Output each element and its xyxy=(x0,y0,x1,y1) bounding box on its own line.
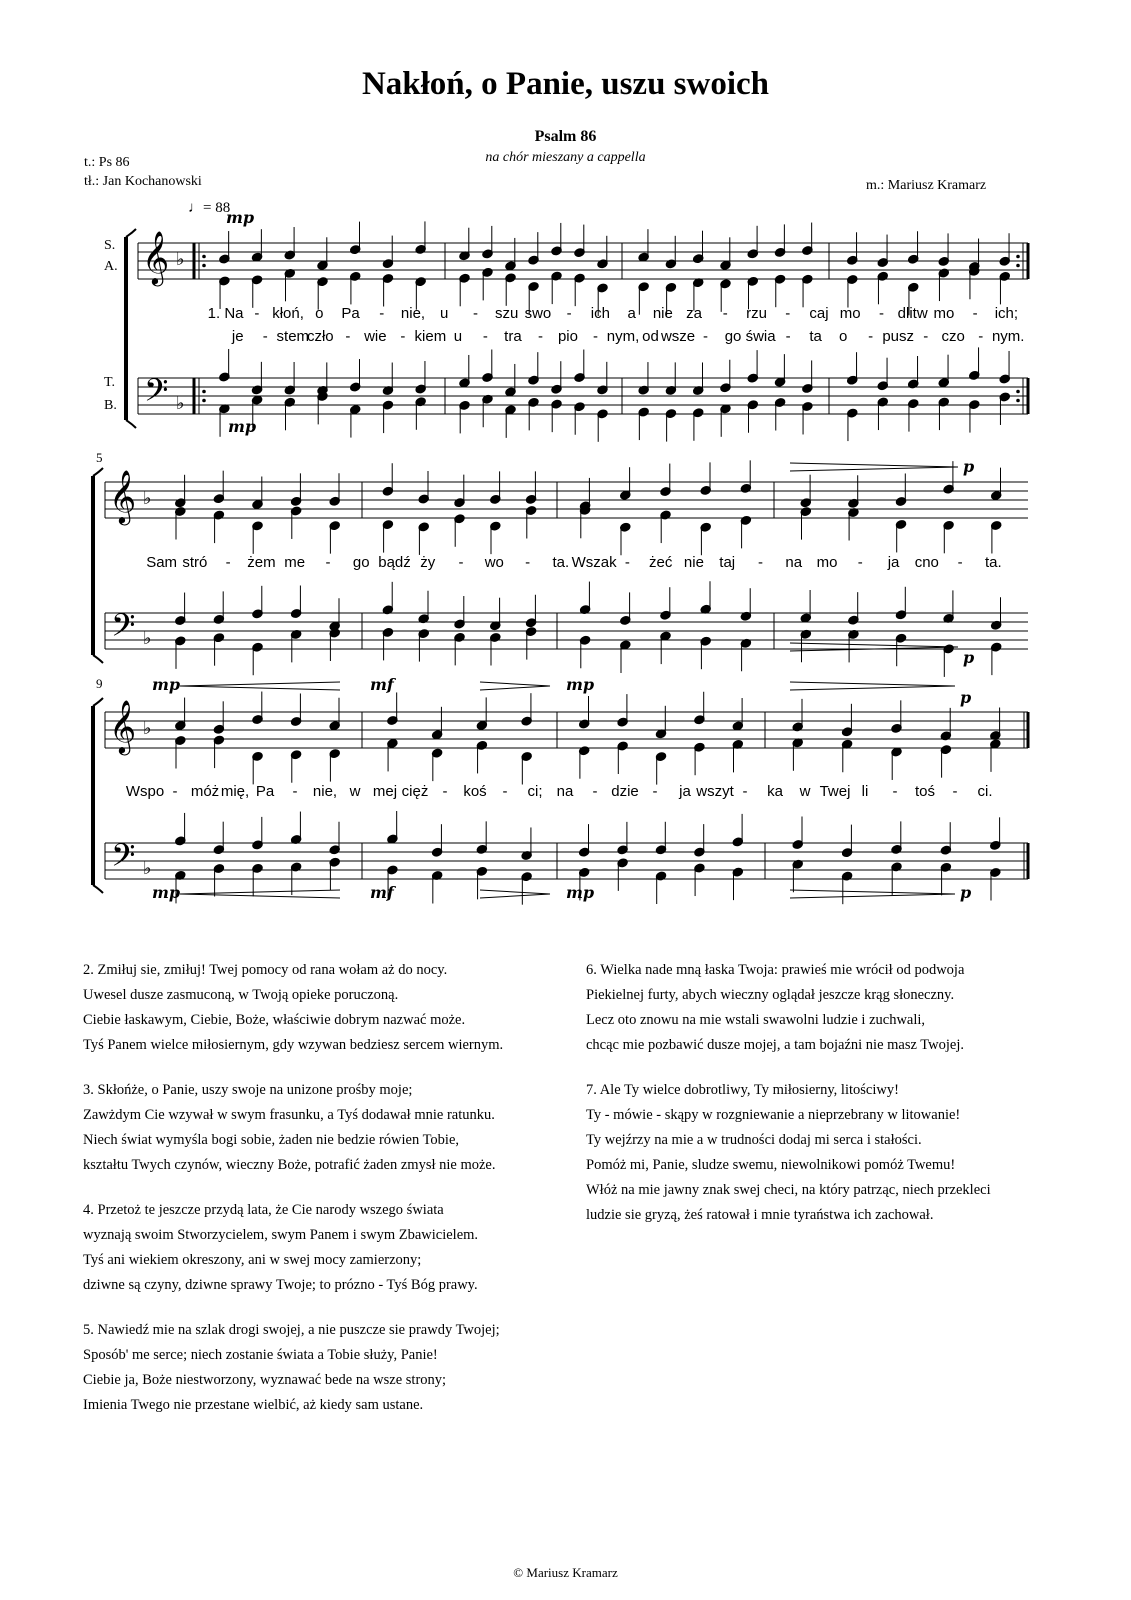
dynamic-mf: mf xyxy=(370,675,394,694)
lyric-verse2-syllable: czo xyxy=(941,328,965,345)
crescendo-hairpin xyxy=(180,890,340,894)
lyric-syllable: Sam xyxy=(146,554,178,571)
bracket-hook xyxy=(93,468,103,476)
lyric-syllable: - xyxy=(458,554,464,571)
lyric-syllable: ja xyxy=(887,554,900,571)
setting-line: na chór mieszany a cappella xyxy=(485,150,646,165)
lyric-verse2-syllable: u xyxy=(453,328,463,345)
bracket-hook xyxy=(93,885,103,893)
lyric-syllable: - xyxy=(952,783,958,800)
lyric-syllable: - xyxy=(757,554,763,571)
lyric-verse2-syllable: stem xyxy=(276,328,310,345)
lyric-verse1-syllable: a xyxy=(627,305,636,322)
lyric-verse1-syllable: o xyxy=(315,305,324,322)
quarter-note-icon: ♩ xyxy=(188,200,203,216)
verses-left-column xyxy=(83,958,503,1438)
key-signature-flat-icon: ♭ xyxy=(143,488,152,509)
lyric-verse2-syllable: świa xyxy=(745,328,776,345)
lyric-syllable: - xyxy=(325,554,331,571)
key-signature-flat-icon: ♭ xyxy=(176,249,185,270)
text-source: t.: Ps 86 xyxy=(84,155,130,170)
decrescendo-hairpin xyxy=(480,890,550,894)
dynamic-mf: mf xyxy=(370,883,394,902)
crescendo-hairpin xyxy=(180,686,340,690)
key-signature-flat-icon: ♭ xyxy=(143,628,152,649)
verse-line: Włóż na mie jawny znak swej checi, na który patrząc, niech przekleci xyxy=(586,1182,991,1198)
lyric-syllable: koś xyxy=(463,783,487,800)
verse-line: Ty - mówie - skąpy w rozgniewanie a nieprzebrany w litowanie! xyxy=(586,1107,961,1123)
verse-line: Ciebie ja, Boże niestworzony, wyznawać bede na wsze strony; xyxy=(83,1372,447,1388)
lyric-syllable: na xyxy=(556,783,574,800)
lyric-verse2-syllable: - xyxy=(703,328,709,345)
lyric-verse2-syllable: - xyxy=(785,328,791,345)
lyric-verse1-syllable: - xyxy=(722,305,728,322)
lyric-verse1-syllable: za xyxy=(686,305,702,322)
verse-line: 3. Skłońże, o Panie, uszy swoje na unizone prośby moje; xyxy=(83,1082,413,1098)
decrescendo-hairpin xyxy=(790,467,958,471)
lyric-verse1-syllable: mo xyxy=(933,305,955,322)
lyric-verse1-syllable: caj xyxy=(809,305,829,322)
lyric-verse1-syllable: dlitw xyxy=(897,305,928,322)
verse-line: 2. Zmiłuj sie, zmiłuj! Twej pomocy od rana wołam aż do nocy. xyxy=(83,962,448,978)
verse-line: Piekielnej furty, abych wieczny oglądał jeszcze krąg słoneczny. xyxy=(586,987,955,1003)
lyric-verse1-syllable: nie, xyxy=(400,305,426,322)
lyric-verse2-syllable: go xyxy=(724,328,742,345)
lyric-syllable: wo xyxy=(484,554,504,571)
bracket-hook xyxy=(126,229,136,237)
voice-label-soprano: S. xyxy=(104,238,116,253)
lyric-syllable: ja xyxy=(679,783,691,800)
verse-line: wyznają swoim Stworzycielem, swym Panem i swym Zbawicielem. xyxy=(83,1227,479,1243)
repeat-dot xyxy=(202,399,206,403)
lyric-verse2-syllable: - xyxy=(868,328,874,345)
lyric-syllable: ży xyxy=(420,554,436,571)
lyric-syllable: - xyxy=(652,783,658,800)
treble-clef-icon: 𝄞 xyxy=(142,230,170,284)
decrescendo-hairpin xyxy=(790,894,955,898)
treble-clef-icon: 𝄞 xyxy=(109,469,137,523)
verse-line: kształtu Twych czynów, wieczny Boże, potrafić żaden zmysł nie może. xyxy=(83,1157,496,1173)
lyric-syllable: Wspo xyxy=(125,783,165,800)
verse-stanza xyxy=(83,958,503,1058)
lyric-verse2-syllable: - xyxy=(400,328,406,345)
lyric-syllable: nie, xyxy=(312,783,338,800)
bracket-hook xyxy=(126,420,136,428)
verse-line: 6. Wielka nade mną łaska Twoja: prawieś mie wrócił od podwoja xyxy=(586,962,965,978)
bass-clef-icon: 𝄢 xyxy=(111,837,136,881)
decrescendo-hairpin xyxy=(480,682,550,686)
tempo-value: = 88 xyxy=(203,200,231,216)
lyric-syllable: żem xyxy=(247,554,276,571)
bass-clef-icon: 𝄢 xyxy=(144,372,169,416)
lyric-verse2-syllable: wsze xyxy=(660,328,696,345)
dynamic-mp: mp xyxy=(228,417,257,436)
verse-line: 4. Przetoż te jeszcze przydą lata, że Cie narody wszego świata xyxy=(83,1202,444,1218)
copyright-footer: © Mariusz Kramarz xyxy=(513,1565,618,1580)
lyric-syllable: wszyt xyxy=(696,783,734,800)
lyric-verse1-syllable: - xyxy=(785,305,791,322)
lyric-verse1-syllable: kłoń, xyxy=(272,305,304,322)
lyric-syllable: w xyxy=(349,783,361,800)
lyric-syllable: Pa xyxy=(255,783,275,800)
lyric-verse2-syllable: pio xyxy=(557,328,578,345)
lyric-syllable: mej xyxy=(372,783,398,800)
decrescendo-hairpin xyxy=(790,682,955,686)
lyric-syllable: dzie xyxy=(611,783,639,800)
key-signature-flat-icon: ♭ xyxy=(143,858,152,879)
lyric-syllable: Twej xyxy=(819,783,851,800)
lyric-verse1-syllable: ich xyxy=(590,305,610,322)
lyric-verse1-syllable: - xyxy=(472,305,478,322)
lyric-syllable: me xyxy=(284,554,306,571)
verse-line: ludzie sie gryzą, żeś ratował i mnie tyraństwa ich zachował. xyxy=(586,1207,934,1223)
crescendo-hairpin xyxy=(180,682,340,686)
lyric-syllable: móż xyxy=(190,783,220,800)
lyric-verse1-syllable: nie xyxy=(652,305,673,322)
verse-line: Uwesel dusze zasmuconą, w Twoją opieke poruczoną. xyxy=(83,987,399,1003)
dynamic-p: p xyxy=(963,457,975,476)
verse-line: Ciebie łaskawym, Ciebie, Boże, właściwie dobrym nazwać może. xyxy=(83,1012,466,1028)
verse-line: Lecz oto znowu na mie wstali swawolni ludzie i zuchwali, xyxy=(586,1012,926,1028)
page-title: Nakłoń, o Panie, uszu swoich xyxy=(361,66,770,102)
lyric-verse2-syllable: pusz xyxy=(882,328,915,345)
decrescendo-hairpin xyxy=(790,643,958,647)
lyric-syllable: - xyxy=(172,783,178,800)
lyric-syllable: - xyxy=(592,783,598,800)
repeat-dot xyxy=(1016,399,1020,403)
lyric-syllable: ta. xyxy=(552,554,570,571)
lyric-verse2-syllable: je xyxy=(231,328,244,345)
lyric-verse1-syllable: rzu xyxy=(746,305,767,322)
verse-stanza xyxy=(586,1078,991,1228)
lyric-syllable: mię, xyxy=(220,783,250,800)
verse-line: Tyś Panem wielce miłosiernym, gdy wzywan bedziesz sercem wiernym. xyxy=(83,1037,504,1053)
lyric-verse1-syllable: u xyxy=(440,305,449,322)
lyric-syllable: - xyxy=(624,554,630,571)
key-signature-flat-icon: ♭ xyxy=(176,393,185,414)
bracket-hook xyxy=(93,698,103,706)
lyric-syllable: ci. xyxy=(977,783,993,800)
lyric-verse2-syllable: ta xyxy=(809,328,822,345)
dynamic-mp: mp xyxy=(152,675,181,694)
dynamic-mp: mp xyxy=(566,675,595,694)
verse-line: Tyś ani wiekiem okreszony, ani w swej mocy zamierzony; xyxy=(83,1252,422,1268)
lyric-verse1-syllable: - xyxy=(878,305,884,322)
lyric-verse2-syllable: - xyxy=(592,328,598,345)
lyric-verse2-syllable: - xyxy=(923,328,929,345)
lyric-syllable: nie xyxy=(683,554,704,571)
lyric-syllable: - xyxy=(225,554,231,571)
verse-line: Zawżdym Cie wzywał w swym frasunku, a Tyś dodawał mnie ratunku. xyxy=(83,1107,495,1123)
lyric-syllable: w xyxy=(799,783,811,800)
dynamic-mp: mp xyxy=(152,883,181,902)
composer-credit: m.: Mariusz Kramarz xyxy=(866,178,987,193)
bass-clef-icon: 𝄢 xyxy=(111,607,136,651)
decrescendo-hairpin xyxy=(790,686,955,690)
decrescendo-hairpin xyxy=(790,890,955,894)
verse-line: Niech świat wymyśla bogi sobie, żaden nie bedzie rówien Tobie, xyxy=(83,1132,460,1148)
lyric-syllable: cięż xyxy=(401,783,429,800)
lyric-verse2-syllable: - xyxy=(482,328,488,345)
dynamic-mp: mp xyxy=(566,883,595,902)
verse-stanza xyxy=(83,1198,503,1298)
lyric-verse1-syllable: - xyxy=(972,305,978,322)
verse-stanza xyxy=(83,1318,503,1418)
lyric-syllable: toś xyxy=(914,783,936,800)
dynamic-p: p xyxy=(963,648,975,667)
lyric-verse1-syllable: ich; xyxy=(994,305,1019,322)
crescendo-hairpin xyxy=(180,894,340,898)
lyric-verse2-syllable: - xyxy=(537,328,543,345)
lyric-verse1-syllable: 1. Na xyxy=(207,305,244,322)
verse-stanza xyxy=(586,958,991,1058)
repeat-dot xyxy=(1016,390,1020,394)
psalm-subtitle: Psalm 86 xyxy=(534,128,597,145)
dynamic-p: p xyxy=(960,883,972,902)
verse-stanza xyxy=(83,1078,503,1178)
lyric-verse2-syllable: o xyxy=(838,328,848,345)
verse-line: dziwne są czyny, dziwne sprawy Twoje; to prózno - Tyś Bóg prawy. xyxy=(83,1277,478,1293)
lyric-verse1-syllable: mo xyxy=(839,305,861,322)
lyric-syllable: stró xyxy=(182,554,208,571)
dynamic-mp: mp xyxy=(226,208,255,227)
lyric-syllable: na xyxy=(785,554,803,571)
decrescendo-hairpin xyxy=(480,894,550,898)
lyric-verse1-syllable: - xyxy=(254,305,260,322)
lyric-syllable: ka xyxy=(767,783,783,800)
lyric-syllable: bądź xyxy=(378,554,411,571)
lyric-syllable: - xyxy=(442,783,448,800)
lyric-verse2-syllable: tra xyxy=(504,328,522,345)
verse-line: Imienia Twego nie przestane wielbić, aż kiedy sam ustane. xyxy=(83,1397,424,1413)
verse-line: Pomóż mi, Panie, sludze swemu, niewolnikowi pomóż Twemu! xyxy=(586,1157,956,1173)
lyric-syllable: ci; xyxy=(527,783,543,800)
verse-line: 7. Ale Ty wielce dobrotliwy, Ty miłosierny, litościwy! xyxy=(586,1082,899,1098)
lyric-syllable: - xyxy=(957,554,963,571)
verse-line: chcąc mie pozbawić dusze mojej, a tam bojaźni nie masz Twojej. xyxy=(586,1037,964,1053)
dynamic-p: p xyxy=(960,688,972,707)
lyric-syllable: - xyxy=(502,783,508,800)
decrescendo-hairpin xyxy=(790,463,958,467)
lyric-syllable: li xyxy=(861,783,869,800)
treble-clef-icon: 𝄞 xyxy=(109,699,137,753)
voice-label-alto: A. xyxy=(104,259,118,274)
lyric-verse1-syllable: swo xyxy=(524,305,552,322)
lyric-syllable: - xyxy=(525,554,531,571)
lyric-syllable: żeć xyxy=(649,554,673,571)
lyric-syllable: - xyxy=(892,783,898,800)
repeat-dot xyxy=(1016,255,1020,259)
lyric-verse1-syllable: - xyxy=(566,305,572,322)
verses-right-column xyxy=(586,958,991,1248)
repeat-dot xyxy=(202,255,206,259)
lyric-verse2-syllable: wie xyxy=(364,328,387,345)
lyric-syllable: ta. xyxy=(985,554,1002,571)
lyric-verse2-syllable: - xyxy=(978,328,984,345)
lyric-verse2-syllable: czło xyxy=(306,328,334,345)
voice-label-tenor: T. xyxy=(104,375,116,390)
decrescendo-hairpin xyxy=(480,686,550,690)
lyric-syllable: go xyxy=(352,554,370,571)
lyric-syllable: - xyxy=(857,554,863,571)
lyric-verse2-syllable: - xyxy=(345,328,351,345)
lyric-syllable: Wszak xyxy=(571,554,617,571)
bracket-hook xyxy=(93,655,103,663)
verse-line: Sposób' me serce; niech zostanie świata a Tobie służy, Panie! xyxy=(83,1347,438,1363)
lyric-verse1-syllable: szu xyxy=(495,305,519,322)
lyric-verse2-syllable: nym, xyxy=(606,328,640,345)
lyric-syllable: cno xyxy=(914,554,939,571)
lyric-syllable: - xyxy=(292,783,298,800)
measure-number: 5 xyxy=(96,450,103,465)
lyric-verse1-syllable: - xyxy=(379,305,385,322)
measure-number: 9 xyxy=(96,676,103,691)
key-signature-flat-icon: ♭ xyxy=(143,718,152,739)
verse-line: 5. Nawiedź mie na szlak drogi swojej, a nie puszcze sie prawdy Twojej; xyxy=(83,1322,500,1338)
verse-line: Ty wejźrzy na mie a w trudności dodaj mi serca i stałości. xyxy=(586,1132,922,1148)
repeat-dot xyxy=(202,264,206,268)
translator-credit: tł.: Jan Kochanowski xyxy=(84,174,202,189)
lyric-syllable: taj xyxy=(719,554,736,571)
lyric-verse2-syllable: - xyxy=(262,328,268,345)
lyric-verse1-syllable: Pa xyxy=(341,305,360,322)
lyric-verse2-syllable: od xyxy=(642,328,659,345)
repeat-dot xyxy=(202,390,206,394)
lyric-syllable: mo xyxy=(816,554,838,571)
lyric-syllable: - xyxy=(742,783,748,800)
lyric-verse2-syllable: nym. xyxy=(991,328,1025,345)
lyric-verse2-syllable: kiem xyxy=(414,328,447,345)
repeat-dot xyxy=(1016,264,1020,268)
voice-label-bass: B. xyxy=(104,398,117,413)
